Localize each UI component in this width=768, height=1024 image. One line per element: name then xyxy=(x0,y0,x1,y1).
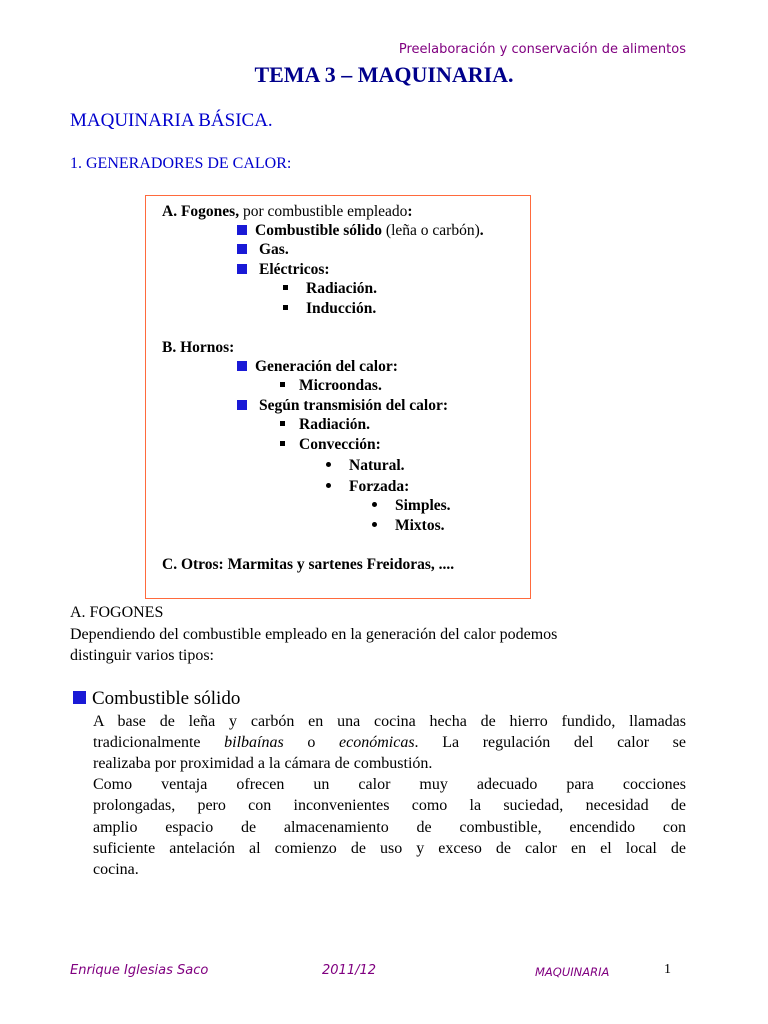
square-bullet-icon xyxy=(283,305,288,310)
outline-text: (leña o carbón) xyxy=(382,222,480,239)
paragraph-line: prolongadas, pero con inconvenientes como la suciedad, necesidad de xyxy=(93,797,686,814)
outline-item-a2 xyxy=(237,240,289,260)
outline-label: Convección: xyxy=(299,436,381,453)
fogones-heading: A. FOGONES xyxy=(70,604,164,621)
fogones-intro-line: Dependiendo del combustible empleado en la generación del calor podemos xyxy=(70,626,558,643)
paragraph-line xyxy=(93,732,686,753)
outline-label: Generación del calor: xyxy=(255,358,398,375)
combustible-heading-text: Combustible sólido xyxy=(92,688,241,709)
footer-topic: MAQUINARIA xyxy=(535,965,610,979)
outline-item-b2-2-2-1 xyxy=(372,496,451,516)
outline-label: C. Otros: Marmitas y sartenes Freidoras, .... xyxy=(162,556,455,573)
paragraph-line: realizaba por proximidad a la cámara de combustión. xyxy=(93,755,433,772)
round-bullet-icon xyxy=(326,483,331,488)
blue-square-bullet-icon xyxy=(73,691,86,704)
outline-label: Gas. xyxy=(259,241,289,258)
outline-item-b xyxy=(162,338,234,358)
text-run: o xyxy=(283,734,340,751)
outline-item-b2-2-1 xyxy=(326,456,405,476)
outline-item-b2 xyxy=(237,396,448,416)
outline-item-a xyxy=(162,202,413,222)
outline-item-a1 xyxy=(237,221,484,241)
outline-text: : xyxy=(407,203,413,220)
paragraph-line: amplio espacio de almacenamiento de combustible, encendido con xyxy=(93,819,686,836)
outline-label: Microondas. xyxy=(299,377,382,394)
outline-label: Radiación. xyxy=(306,280,378,297)
square-bullet-icon xyxy=(280,382,285,387)
page-number: 1 xyxy=(664,962,671,977)
combustible-heading xyxy=(73,688,240,710)
text-run-italic: económicas xyxy=(339,734,415,751)
round-bullet-icon xyxy=(372,522,377,527)
round-bullet-icon xyxy=(372,502,377,507)
outline-label: Radiación. xyxy=(299,416,371,433)
outline-item-b1 xyxy=(237,357,398,377)
blue-square-bullet-icon xyxy=(237,400,247,410)
round-bullet-icon xyxy=(326,462,331,467)
fogones-intro-line: distinguir varios tipos: xyxy=(70,647,214,664)
blue-square-bullet-icon xyxy=(237,264,247,274)
text-run: . La regulación del calor se xyxy=(414,734,687,751)
outline-label: Simples. xyxy=(395,497,451,514)
outline-label: Mixtos. xyxy=(395,517,445,534)
outline-label: A. Fogones, xyxy=(162,203,240,220)
outline-label: Combustible sólido xyxy=(255,222,383,239)
outline-item-b1-1 xyxy=(280,376,382,396)
outline-item-a3-2 xyxy=(283,299,376,319)
outline-label: Según transmisión del calor: xyxy=(259,397,449,414)
footer-author: Enrique Iglesias Saco xyxy=(70,963,209,978)
outline-item-b2-2-2 xyxy=(326,477,409,497)
outline-item-b2-2 xyxy=(280,435,381,455)
paragraph-line: A base de leña y carbón en una cocina hecha de hierro fundido, llamadas xyxy=(93,713,686,730)
outline-item-a3 xyxy=(237,260,330,280)
outline-label: Eléctricos: xyxy=(259,261,330,278)
square-bullet-icon xyxy=(283,285,288,290)
footer-year: 2011/12 xyxy=(322,963,377,978)
section-heading: MAQUINARIA BÁSICA. xyxy=(70,110,273,131)
outline-item-c xyxy=(162,555,454,575)
square-bullet-icon xyxy=(280,421,285,426)
outline-label: Forzada: xyxy=(349,478,410,495)
outline-text: por combustible empleado xyxy=(239,203,408,220)
page-title: TEMA 3 – MAQUINARIA. xyxy=(254,62,514,87)
square-bullet-icon xyxy=(280,441,285,446)
outline-text: . xyxy=(479,222,484,239)
text-run: tradicionalmente xyxy=(93,734,225,751)
outline-label: B. Hornos: xyxy=(162,339,235,356)
blue-square-bullet-icon xyxy=(237,244,247,254)
outline-label: Inducción. xyxy=(306,300,377,317)
outline-item-b2-2-2-2 xyxy=(372,516,445,536)
outline-item-b2-1 xyxy=(280,415,370,435)
paragraph-line: Como ventaja ofrecen un calor muy adecuado para cocciones xyxy=(93,776,686,793)
blue-square-bullet-icon xyxy=(237,361,247,371)
outline-label: Natural. xyxy=(349,457,405,474)
header-course-name: Preelaboración y conservación de alimentos xyxy=(398,42,686,57)
paragraph-line: suficiente antelación al comienzo de uso y exceso de calor en el local de xyxy=(93,840,686,857)
text-run-italic: bilbaínas xyxy=(224,734,284,751)
blue-square-bullet-icon xyxy=(237,225,247,235)
paragraph-line: cocina. xyxy=(93,861,139,878)
subsection-heading: 1. GENERADORES DE CALOR: xyxy=(70,155,292,172)
outline-item-a3-1 xyxy=(283,279,377,299)
